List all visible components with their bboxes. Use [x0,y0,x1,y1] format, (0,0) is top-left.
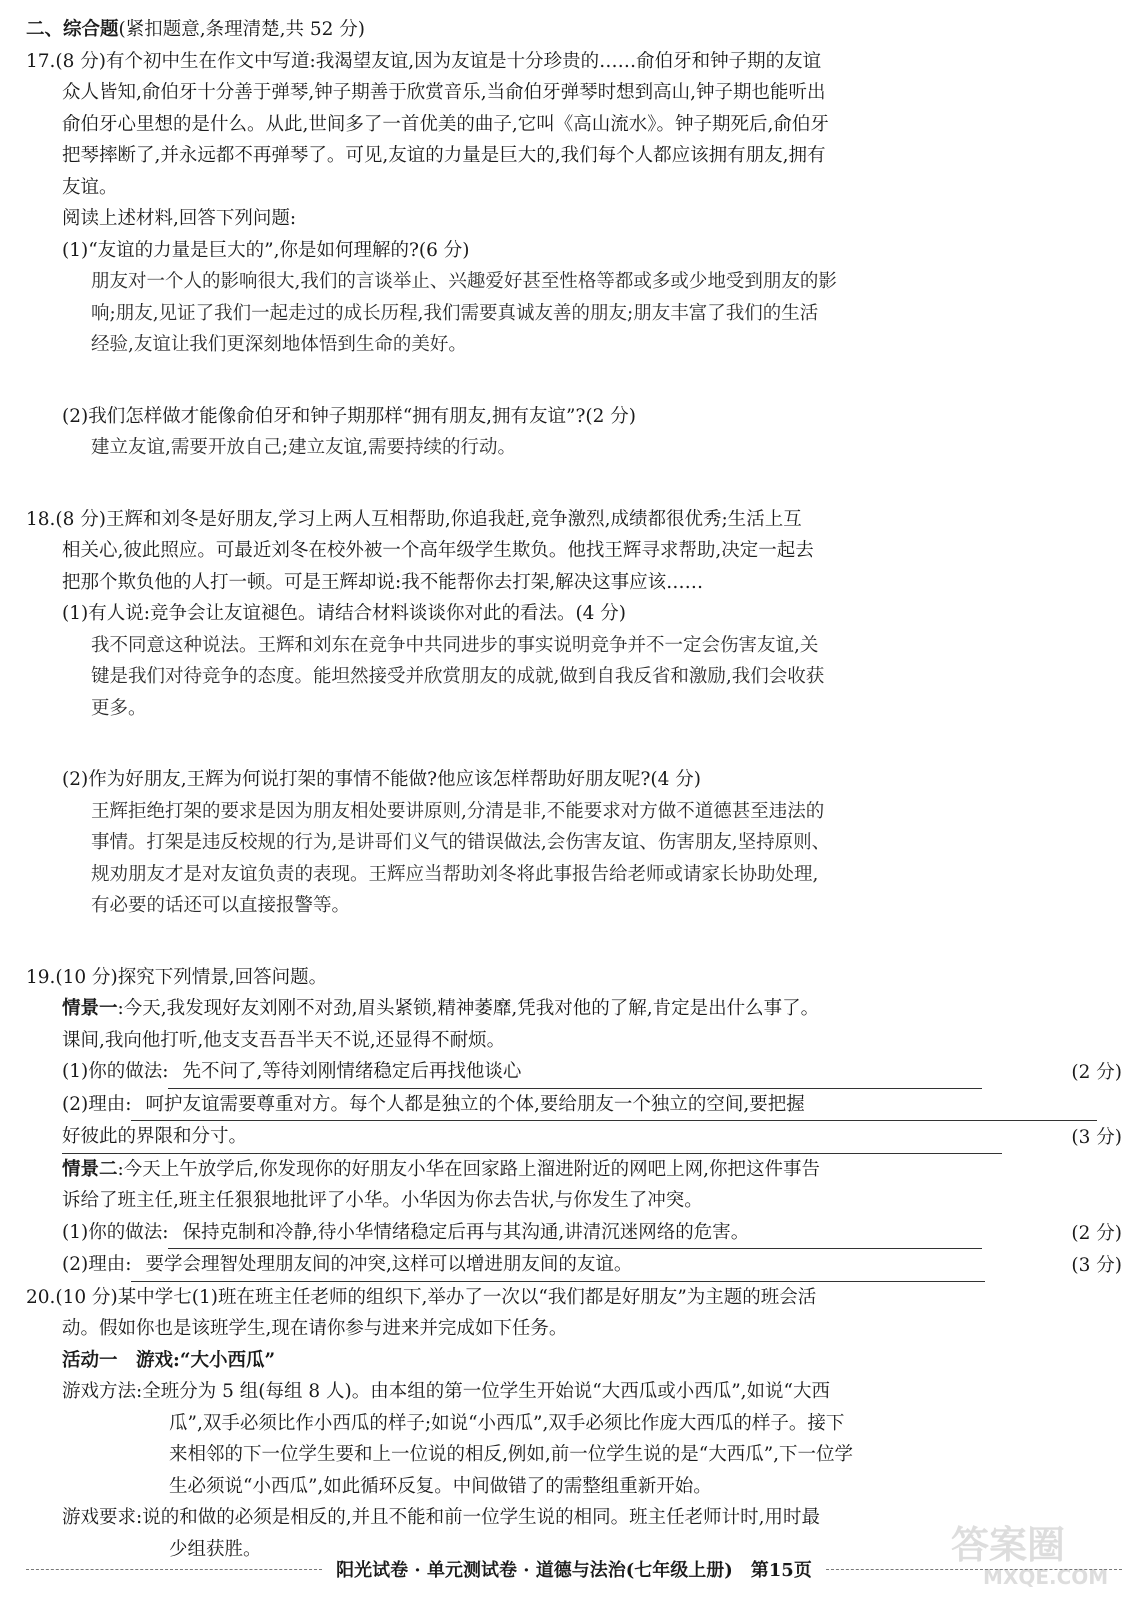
reason-answer: 好彼此的界限和分寸。 [62,1121,1002,1154]
approach-answer: 先不问了,等待刘刚情绪稳定后再找他谈心 [168,1056,982,1089]
question-18 [26,504,1122,922]
game-method-line: 全班分为 5 组(每组 8 人)。由本组的第一位学生开始说“大西瓜或小西瓜”,如说“大西 [142,1381,830,1402]
score: (3 分) [1071,1127,1122,1148]
footer-text: 阳光试卷 · 单元测试卷 · 道德与法治(七年级上册) 第15页 [336,1560,812,1581]
q18-subquestion-1: (1)有人说:竞争会让友谊褪色。请结合材料谈谈你对此的看法。(4 分) [62,603,627,624]
q18-answer-2-line: 王辉拒绝打架的要求是因为朋友相处要讲原则,分清是非,不能要求对方做不道德甚至违法的 [91,800,825,822]
q17-stem-line: 把琴摔断了,并永远都不再弹琴了。可见,友谊的力量是巨大的,我们每个人都应该拥有朋友,拥有 [62,145,826,166]
score: (2 分) [1071,1062,1122,1083]
q18-answer-2-line: 规劝朋友才是对友谊负责的表现。王辉应当帮助刘冬将此事报告给老师或请家长协助处理, [91,863,819,885]
watermark-logo-text: 答案圈 [951,1523,1066,1567]
game-requirement-label: 游戏要求: [62,1507,143,1528]
page-footer [26,1556,1122,1582]
scenario-1-reason-row [26,1089,1122,1122]
game-requirement-line: 说的和做的必须是相反的,并且不能和前一位学生说的相同。班主任老师计时,用时最 [142,1507,820,1528]
q17-stem-line: 友谊。 [62,176,118,198]
activity-1-title: 活动一 游戏:“大小西瓜” [62,1349,276,1371]
approach-label: (1)你的做法: [62,1061,169,1082]
game-method-line: 瓜”,双手必须比作小西瓜的样子;如说“小西瓜”,双手必须比作庞大西瓜的样子。接下 [169,1412,845,1434]
q18-answer-2-line: 有必要的话还可以直接报警等。 [91,895,351,916]
q17-answer-1-line: 响;朋友,见证了我们一起走过的成长历程,我们需要真诚友善的朋友;朋友丰富了我们的生活 [91,302,819,324]
approach-answer: 保持克制和冷静,待小华情绪稳定后再与其沟通,讲清沉迷网络的危害。 [168,1217,982,1250]
q20-stem-line: 动。假如你也是该班学生,现在请你参与进来并完成如下任务。 [62,1318,568,1339]
game-requirement-line: 少组获胜。 [169,1538,262,1560]
q18-stem-line: 相关心,彼此照应。可最近刘冬在校外被一个高年级学生欺负。他找王辉寻求帮助,决定一起去 [62,540,814,561]
q17-stem-line: 17.(8 分)有个初中生在作文中写道:我渴望友谊,因为友谊是十分珍贵的……俞伯牙和钟子期的友谊 [26,50,822,72]
game-method-label: 游戏方法: [62,1381,143,1402]
game-method-line: 来相邻的下一位学生要和上一位说的相反,例如,前一位学生说的是“大西瓜”,下一位学 [169,1444,854,1465]
game-method-line: 生必须说“小西瓜”,如此循环反复。中间做错了的需整组重新开始。 [169,1475,712,1497]
question-19 [26,962,1122,1282]
scenario-1-text: :今天,我发现好友刘刚不对劲,眉头紧锁,精神萎靡,凭我对他的了解,肯定是出什么事了。 [117,998,820,1019]
section-note: (紧扣题意,条理清楚,共 52 分) [118,19,366,40]
q18-answer-1-line: 更多。 [91,697,147,719]
q17-subquestion-2: (2)我们怎样做才能像俞伯牙和钟子期那样“拥有朋友,拥有友谊”?(2 分) [62,405,637,427]
q17-prompt: 阅读上述材料,回答下列问题: [62,208,297,229]
q20-stem-line: 20.(10 分)某中学七(1)班在班主任老师的组织下,举办了一次以“我们都是好朋友”为主题的班会活 [26,1286,817,1308]
q17-answer-1-line: 经验,友谊让我们更深刻地体悟到生命的美好。 [91,334,467,355]
score: (2 分) [1071,1222,1122,1244]
q18-stem-line: 18.(8 分)王辉和刘冬是好朋友,学习上两人互相帮助,你追我赶,竞争激烈,成绩都很优秀;生活上互 [26,508,802,530]
scenario-2-text: :今天上午放学后,你发现你的好朋友小华在回家路上溜进附近的网吧上网,你把这件事告 [117,1158,821,1180]
q17-answer-1-line: 朋友对一个人的影响很大,我们的言谈举止、兴趣爱好甚至性格等都或多或少地受到朋友的影 [91,271,837,292]
section-title: 二、综合题 [26,19,119,40]
scenario-1-approach-row [26,1056,1122,1089]
q18-stem-line: 把那个欺负他的人打一顿。可是王辉却说:我不能帮你去打架,解决这事应该…… [62,571,704,593]
q17-stem-line: 俞伯牙心里想的是什么。从此,世间多了一首优美的曲子,它叫《高山流水》。钟子期死后,俞伯牙 [62,113,829,135]
score: (3 分) [1071,1255,1122,1276]
exam-page [26,14,1122,1565]
reason-label: (2)理由: [62,1254,132,1275]
q18-answer-1-line: 我不同意这种说法。王辉和刘东在竞争中共同进步的事实说明竞争并不一定会伤害友谊,关 [91,634,819,656]
footer-divider [826,1569,1122,1570]
approach-label: (1)你的做法: [62,1221,169,1243]
q17-stem-line: 众人皆知,俞伯牙十分善于弹琴,钟子期善于欣赏音乐,当俞伯牙弹琴时想到高山,钟子期也能听出 [62,82,826,103]
footer-divider [26,1569,322,1570]
q18-answer-2-line: 事情。打架是违反校规的行为,是讲哥们义气的错误做法,会伤害友谊、伤害朋友,坚持原则、 [91,832,831,853]
scenario-1-label: 情景一 [62,998,118,1019]
scenario-2-reason-row [26,1249,1122,1282]
q17-answer-2: 建立友谊,需要开放自己;建立友谊,需要持续的行动。 [91,437,516,458]
question-17 [26,46,1122,464]
watermark-url: MXQE.COM [983,1565,1109,1589]
reason-label: (2)理由: [62,1093,132,1115]
q18-answer-1-line: 键是我们对待竞争的态度。能坦然接受并欣赏朋友的成就,做到自我反省和激励,我们会收获 [91,666,825,687]
q19-stem: 19.(10 分)探究下列情景,回答问题。 [26,966,328,988]
q18-subquestion-2: (2)作为好朋友,王辉为何说打架的事情不能做?他应该怎样帮助好朋友呢?(4 分) [62,769,702,790]
section-heading [26,14,1122,46]
scenario-2-approach-row [26,1217,1122,1250]
scenario-2-label: 情景二 [62,1158,118,1180]
scenario-1-text: 课间,我向他打听,他支支吾吾半天不说,还显得不耐烦。 [62,1029,506,1051]
scenario-2-text: 诉给了班主任,班主任狠狠地批评了小华。小华因为你去告状,与你发生了冲突。 [62,1190,703,1211]
game-method [26,1376,1122,1502]
reason-answer: 要学会理智处理朋友间的冲突,这样可以增进朋友间的友谊。 [131,1249,985,1282]
reason-answer: 呵护友谊需要尊重对方。每个人都是独立的个体,要给朋友一个独立的空间,要把握 [131,1089,1097,1122]
scenario-1-reason-row-2 [26,1121,1122,1154]
q17-subquestion-1: (1)“友谊的力量是巨大的”,你是如何理解的?(6 分) [62,239,470,261]
